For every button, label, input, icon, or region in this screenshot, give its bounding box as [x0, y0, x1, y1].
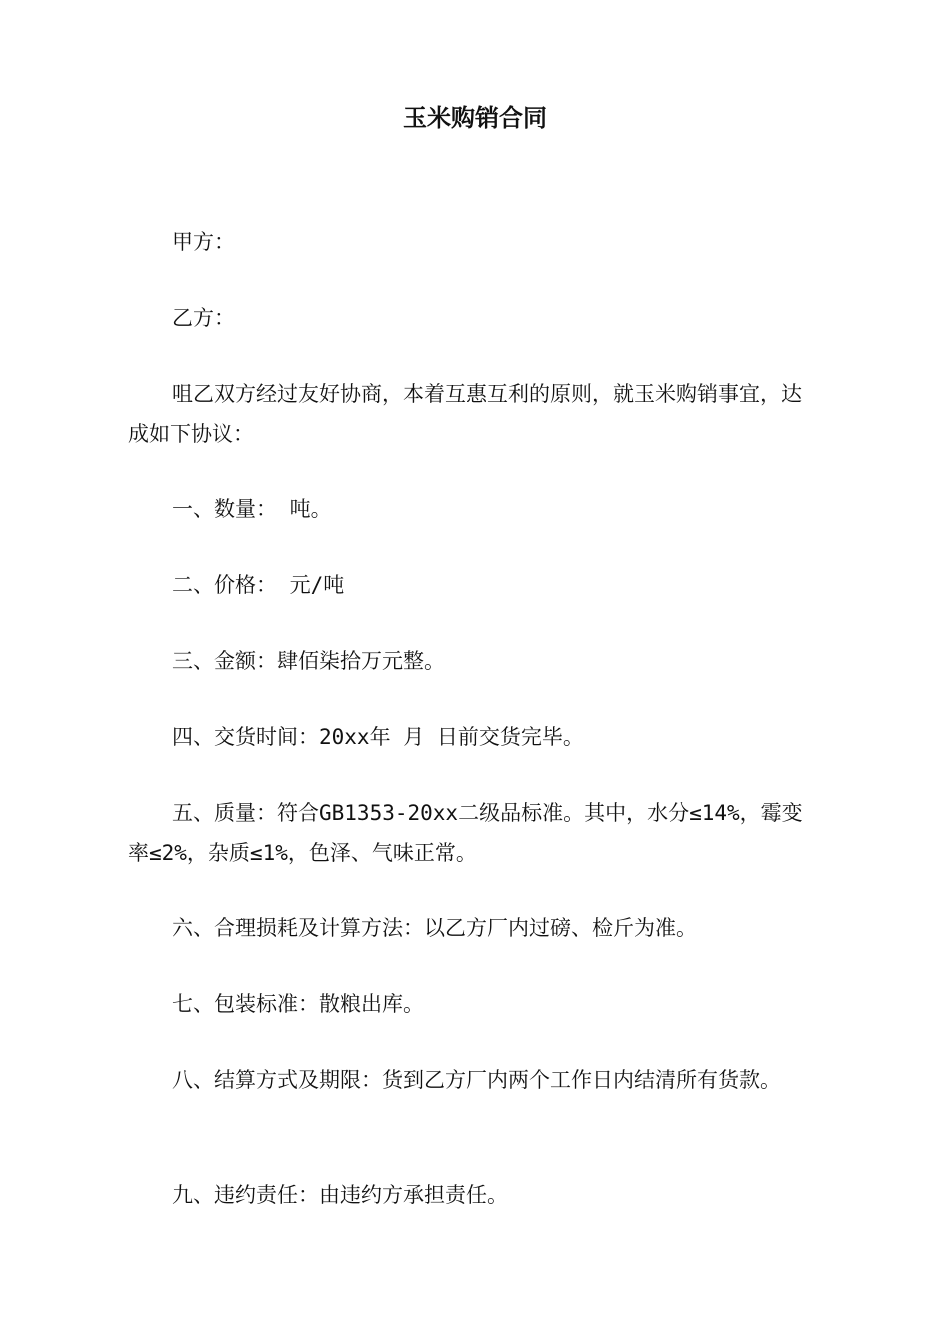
clause-liability: 九、违约责任：由违约方承担责任。 [172, 1183, 508, 1207]
clause-packaging: 七、包装标准：散粮出库。 [172, 992, 424, 1016]
clause-quality: 五、质量：符合GB1353-20xx二级品标准。其中，水分≤14%，霉变率≤2%，杂质≤1%，色泽、气味正常。 [128, 801, 803, 865]
clause-loss-calculation: 六、合理损耗及计算方法：以乙方厂内过磅、检斤为准。 [172, 916, 697, 940]
clause-amount: 三、金额：肆佰柒拾万元整。 [172, 649, 445, 673]
party-b-line: 乙方： [172, 306, 235, 330]
clause-quantity: 一、数量： 吨。 [172, 497, 332, 521]
clause-delivery-time: 四、交货时间：20xx年 月 日前交货完毕。 [172, 725, 584, 749]
party-a-line: 甲方： [172, 230, 235, 254]
document-title: 玉米购销合同 [403, 104, 547, 132]
intro-paragraph: 咀乙双方经过友好协商，本着互惠互利的原则，就玉米购销事宜，达成如下协议： [128, 382, 802, 446]
clause-settlement: 八、结算方式及期限：货到乙方厂内两个工作日内结清所有货款。 [172, 1068, 781, 1092]
clause-price: 二、价格： 元/吨 [172, 573, 345, 597]
